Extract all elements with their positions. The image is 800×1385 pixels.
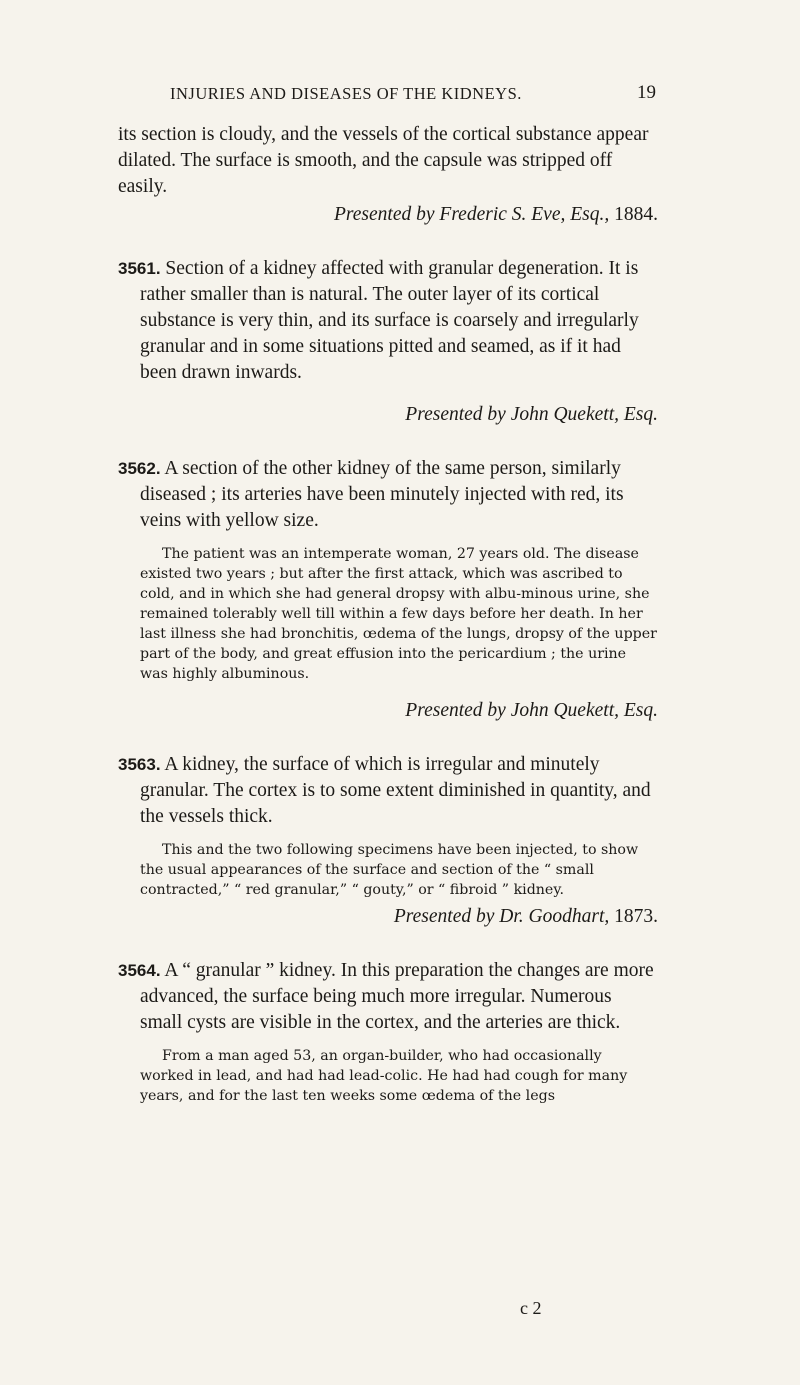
continuation-presented xyxy=(118,202,658,228)
catalogue-entry xyxy=(118,256,658,386)
entry-presented xyxy=(118,904,658,930)
entry-text: A “ granular ” kidney. In this preparation the changes are more advanced, the surface being much more irregular. Numerous small cysts are visible in the cortex, and the arteries are thick. xyxy=(140,960,654,1033)
entry-note: This and the two following specimens have been injected, to show the usual appearances of the surface and section of the “ small contracted,” “ red granular,” “ gouty,” or “ fibroid ” kidney. xyxy=(140,842,639,898)
entry-text: Section of a kidney affected with granular degeneration. It is rather smaller than is natural. The outer layer of its cortical substance is very thin, and its surface is coarsely and irregularly granular and in some situations pitted and seamed, as if it had been drawn inwards. xyxy=(140,258,639,383)
entry-number: 3564. xyxy=(118,961,161,980)
presented-year: 1873. xyxy=(614,906,658,927)
presented-by: Presented by Frederic S. Eve, Esq., xyxy=(334,204,615,225)
entry-number: 3562. xyxy=(118,459,161,478)
entry-presented: Presented by John Quekett, Esq. xyxy=(405,404,658,425)
presented-by: Presented by Dr. Goodhart, xyxy=(393,906,615,927)
catalogue-entry xyxy=(118,752,658,830)
signature-mark: c 2 xyxy=(520,1298,542,1318)
entry-number: 3563. xyxy=(118,755,161,774)
page-body xyxy=(118,122,658,1106)
catalogue-entry xyxy=(118,456,658,534)
entry-text: A section of the other kidney of the same person, similarly diseased ; its arteries have been minutely injected with red, its veins with yellow size. xyxy=(140,458,624,531)
running-head: INJURIES AND DISEASES OF THE KIDNEYS. xyxy=(170,84,522,103)
continuation-text: its section is cloudy, and the vessels of the cortical substance appear dilated. The surface is smooth, and the capsule was stripped off easily. xyxy=(118,124,649,197)
page-header xyxy=(0,84,800,108)
entry-presented: Presented by John Quekett, Esq. xyxy=(405,700,658,721)
entry-note: The patient was an intemperate woman, 27 years old. The disease existed two years ; but after the first attack, which was ascribed to cold, and in which she had general dropsy with albu-minous urine, she remained tolerably well till within a few days before her death. In her last illness she had bronchitis, œdema of the lungs, dropsy of the upper part of the body, and great effusion into the pericardium ; the urine was highly albuminous. xyxy=(140,546,657,682)
entry-note: From a man aged 53, an organ-builder, who had occasionally worked in lead, and had had lead-colic. He had had cough for many years, and for the last ten weeks some œdema of the legs xyxy=(140,1048,628,1104)
page-number: 19 xyxy=(637,82,656,103)
entry-number: 3561. xyxy=(118,259,161,278)
entry-text: A kidney, the surface of which is irregular and minutely granular. The cortex is to some extent diminished in quantity, and the vessels thick. xyxy=(140,754,651,827)
catalogue-entry xyxy=(118,958,658,1036)
presented-year: 1884. xyxy=(614,204,658,225)
